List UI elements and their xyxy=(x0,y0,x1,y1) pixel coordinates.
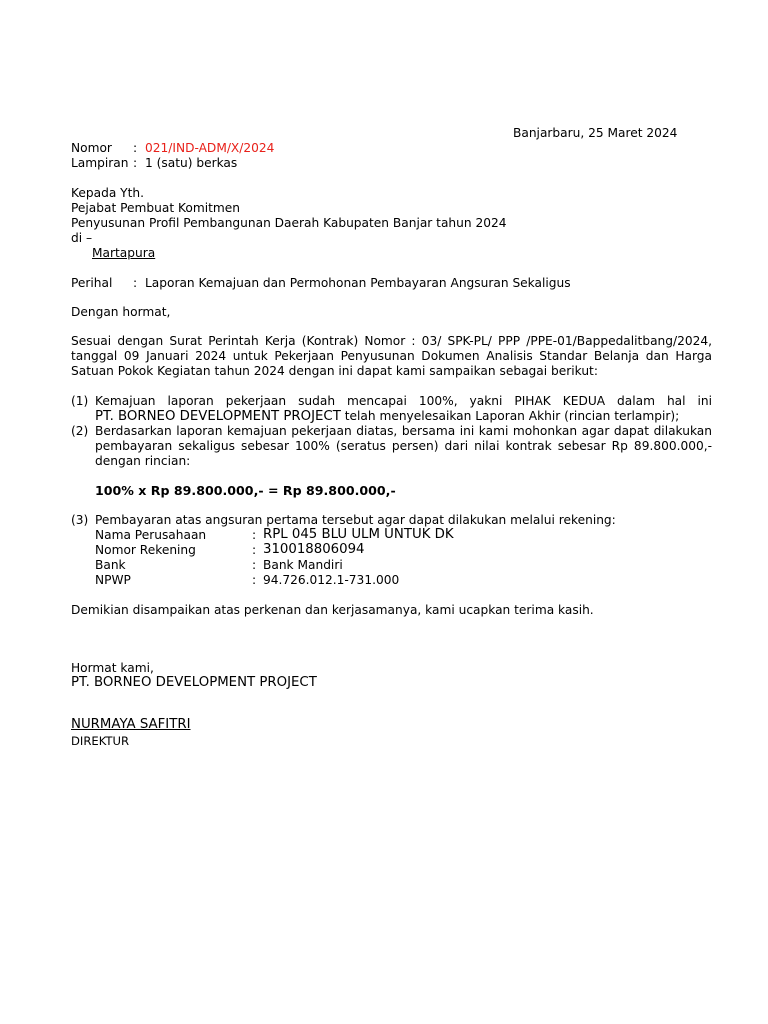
sign-name: NURMAYA SAFITRI xyxy=(71,717,191,732)
item2-line1: Berdasarkan laporan kemajuan pekerjaan diatas, bersama ini kami mohonkan agar dapat dilakukan xyxy=(95,424,712,438)
bank-value-company: RPL 045 BLU ULM UNTUK DK xyxy=(263,527,454,542)
bank-label-bank: Bank xyxy=(95,558,126,572)
item2-number: (2) xyxy=(71,424,89,438)
lampiran-label: Lampiran xyxy=(71,156,129,170)
item3-text: Pembayaran atas angsuran pertama tersebut agar dapat dilakukan melalui rekening: xyxy=(95,513,616,527)
bank-colon-account: : xyxy=(252,543,257,557)
intro-line3: Satuan Pokok Kegiatan tahun 2024 dengan ini dapat kami sampaikan sebagai berikut: xyxy=(71,364,598,378)
intro-line1: Sesuai dengan Surat Perintah Kerja (Kontrak) Nomor : 03/ SPK-PL/ PPP /PPE-01/Bappedalitbang/2024, xyxy=(71,334,712,348)
recipient-city: Martapura xyxy=(92,246,156,260)
bank-value-account: 310018806094 xyxy=(263,542,365,557)
item1-number: (1) xyxy=(71,394,89,408)
sign-company: PT. BORNEO DEVELOPMENT PROJECT xyxy=(71,675,317,690)
item3-number: (3) xyxy=(71,513,89,527)
sign-regards: Hormat kami, xyxy=(71,661,154,675)
item2-line3: dengan rincian: xyxy=(95,454,191,468)
recipient-line3: Penyusunan Profil Pembangunan Daerah Kabupaten Banjar tahun 2024 xyxy=(71,216,507,230)
closing-text: Demikian disampaikan atas perkenan dan kerjasamanya, kami ucapkan terima kasih. xyxy=(71,603,594,617)
recipient-line1: Kepada Yth. xyxy=(71,186,144,200)
bank-colon-npwp: : xyxy=(252,573,257,587)
recipient-line2: Pejabat Pembuat Komitmen xyxy=(71,201,240,215)
recipient-line4: di – xyxy=(71,231,93,245)
payment-formula: 100% x Rp 89.800.000,- = Rp 89.800.000,- xyxy=(95,483,396,498)
item1-line2-rest: telah menyelesaikan Laporan Akhir (rincian terlampir); xyxy=(340,409,680,423)
perihal-colon: : xyxy=(133,276,138,290)
perihal-label: Perihal xyxy=(71,276,113,290)
letter-date: Banjarbaru, 25 Maret 2024 xyxy=(513,126,678,140)
bank-value-bank: Bank Mandiri xyxy=(263,558,343,572)
bank-value-npwp: 94.726.012.1-731.000 xyxy=(263,573,400,587)
nomor-colon: : xyxy=(133,141,138,155)
item1-company: PT. BORNEO DEVELOPMENT PROJECT xyxy=(95,409,341,424)
bank-colon-company: : xyxy=(252,528,257,542)
lampiran-colon: : xyxy=(133,156,138,170)
lampiran-value: 1 (satu) berkas xyxy=(145,156,238,170)
nomor-value: 021/IND-ADM/X/2024 xyxy=(145,141,275,155)
intro-line2: tanggal 09 Januari 2024 untuk Pekerjaan Penyusunan Dokumen Analisis Standar Belanja dan Harga xyxy=(71,349,712,363)
salutation: Dengan hormat, xyxy=(71,305,171,319)
item2-line2: pembayaran sekaligus sebesar 100% (seratus persen) dari nilai kontrak sebesar Rp 89.800.000,- xyxy=(95,439,712,453)
sign-title: DIREKTUR xyxy=(71,734,130,748)
bank-label-npwp: NPWP xyxy=(95,573,131,587)
bank-colon-bank: : xyxy=(252,558,257,572)
item1-line1: Kemajuan laporan pekerjaan sudah mencapai 100%, yakni PIHAK KEDUA dalam hal ini xyxy=(95,394,712,408)
perihal-value: Laporan Kemajuan dan Permohonan Pembayaran Angsuran Sekaligus xyxy=(145,276,571,290)
bank-label-account: Nomor Rekening xyxy=(95,543,196,557)
bank-label-company: Nama Perusahaan xyxy=(95,528,207,542)
nomor-label: Nomor xyxy=(71,141,112,155)
item1-line2 xyxy=(95,409,679,424)
